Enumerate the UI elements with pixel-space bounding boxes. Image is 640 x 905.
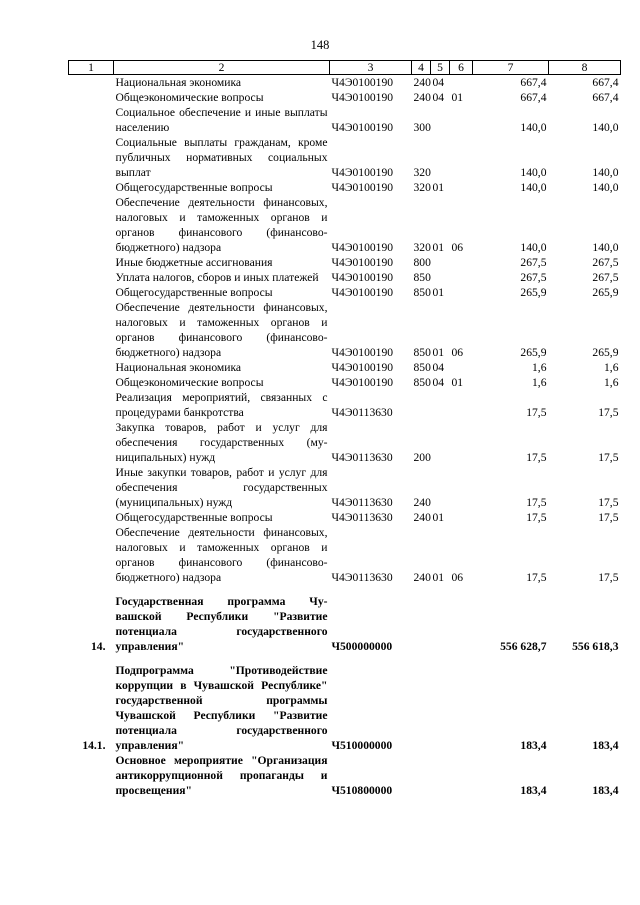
row-section	[431, 663, 450, 753]
table-row	[69, 465, 621, 510]
row-subsection	[450, 255, 473, 270]
row-section	[431, 255, 450, 270]
header-cell: 4	[412, 61, 431, 75]
table-row	[69, 195, 621, 255]
row-target-code: Ч510800000	[331, 784, 393, 797]
header-cell: 6	[450, 61, 473, 75]
row-expense-group: 850	[413, 346, 431, 359]
row-value-col7: 1,6	[532, 376, 547, 389]
row-value-col8: 265,9	[592, 346, 619, 359]
row-name: Социальное обеспечение и иные выплаты населению	[115, 106, 328, 134]
row-number	[69, 375, 114, 390]
row-subsection	[450, 753, 473, 798]
row-section	[431, 390, 450, 420]
row-target-code: Ч4Э0100190	[331, 76, 394, 89]
row-subsection	[450, 135, 473, 180]
row-number	[69, 75, 114, 91]
row-section: 01	[432, 571, 445, 584]
row-value-col8: 267,5	[592, 256, 619, 269]
row-number	[69, 525, 114, 585]
row-name: Закупка товаров, работ и услуг для обеспечения государственных (муниципальных) нужд	[115, 421, 328, 464]
row-subsection	[450, 420, 473, 465]
table-row	[69, 300, 621, 360]
row-expense-group: 850	[413, 271, 431, 284]
table-header-row	[69, 61, 621, 75]
row-number	[69, 255, 114, 270]
row-name: Государственная программа Чувашской Республики "Развитие потенциала государственного управления"	[115, 595, 328, 653]
row-name: Национальная экономика	[115, 361, 242, 374]
row-expense-group: 240	[413, 91, 431, 104]
row-section	[431, 753, 450, 798]
row-subsection	[450, 270, 473, 285]
row-target-code: Ч4Э0113630	[331, 511, 393, 524]
table-body	[69, 75, 621, 799]
table-row	[69, 270, 621, 285]
budget-table	[68, 60, 621, 798]
row-value-col7: 140,0	[520, 181, 547, 194]
row-number	[69, 390, 114, 420]
row-target-code: Ч4Э0100190	[331, 346, 394, 359]
row-value-col7: 17,5	[526, 496, 547, 509]
row-value-col7: 17,5	[526, 406, 547, 419]
row-target-code: Ч4Э0100190	[331, 91, 394, 104]
header-cell: 1	[69, 61, 114, 75]
row-number	[69, 753, 114, 798]
row-value-col8: 1,6	[604, 376, 619, 389]
row-subsection: 01	[451, 376, 464, 389]
row-value-col7: 140,0	[520, 241, 547, 254]
row-value-col8: 265,9	[592, 286, 619, 299]
table-row	[69, 255, 621, 270]
header-cell: 2	[114, 61, 330, 75]
row-name: Общеэкономические вопросы	[115, 91, 264, 104]
table-row	[69, 390, 621, 420]
header-cell: 7	[473, 61, 549, 75]
row-section: 04	[432, 376, 445, 389]
row-subsection	[450, 390, 473, 420]
row-value-col8: 17,5	[598, 406, 619, 419]
row-expense-group: 240	[413, 571, 431, 584]
table-row	[69, 525, 621, 585]
row-target-code: Ч4Э0100190	[331, 241, 394, 254]
row-number	[69, 285, 114, 300]
table-row	[69, 75, 621, 91]
row-name: Общегосударственные вопросы	[115, 181, 273, 194]
row-section	[431, 594, 450, 654]
row-subsection	[450, 510, 473, 525]
row-section	[431, 420, 450, 465]
page-number: 148	[310, 38, 330, 52]
row-expense-group: 320	[413, 166, 431, 179]
row-name: Уплата налогов, сборов и иных платежей	[115, 271, 319, 284]
row-name: Иные закупки товаров, работ и услуг для обеспечения государственных (муниципальных) нужд	[115, 466, 328, 509]
header-cell: 3	[330, 61, 412, 75]
row-target-code: Ч4Э0100190	[331, 376, 394, 389]
row-target-code: Ч4Э0100190	[331, 286, 394, 299]
table-row	[69, 135, 621, 180]
row-target-code: Ч4Э0113630	[331, 406, 393, 419]
row-value-col7: 1,6	[532, 361, 547, 374]
row-value-col7: 267,5	[520, 256, 547, 269]
row-subsection	[450, 180, 473, 195]
row-number	[69, 105, 114, 135]
row-value-col7: 17,5	[526, 451, 547, 464]
row-expense-group	[412, 753, 431, 798]
row-value-col7: 17,5	[526, 571, 547, 584]
row-expense-group: 240	[413, 496, 431, 509]
row-expense-group	[412, 390, 431, 420]
table-row	[69, 663, 621, 753]
row-expense-group: 320	[413, 241, 431, 254]
row-section	[431, 105, 450, 135]
table-row	[69, 375, 621, 390]
row-value-col7: 17,5	[526, 511, 547, 524]
row-number	[69, 420, 114, 465]
row-section: 01	[432, 286, 445, 299]
row-target-code: Ч500000000	[331, 640, 393, 653]
row-expense-group: 850	[413, 361, 431, 374]
row-target-code: Ч4Э0100190	[331, 121, 394, 134]
row-subsection: 06	[451, 571, 464, 584]
header-cell: 5	[431, 61, 450, 75]
row-value-col8: 17,5	[598, 451, 619, 464]
row-expense-group: 200	[413, 451, 431, 464]
row-section: 04	[432, 91, 445, 104]
row-section	[431, 465, 450, 510]
row-number	[69, 270, 114, 285]
row-value-col8: 140,0	[592, 181, 619, 194]
row-target-code: Ч4Э0100190	[331, 181, 394, 194]
row-subsection: 01	[451, 91, 464, 104]
row-section: 01	[432, 241, 445, 254]
row-expense-group: 320	[413, 181, 431, 194]
row-name: Реализация мероприятий, связанных с процедурами банкротства	[115, 391, 328, 419]
row-name: Общеэкономические вопросы	[115, 376, 264, 389]
row-expense-group	[412, 663, 431, 753]
row-section: 04	[432, 76, 445, 89]
row-section: 04	[432, 361, 445, 374]
row-subsection	[450, 105, 473, 135]
row-value-col8: 1,6	[604, 361, 619, 374]
row-value-col8: 667,4	[592, 76, 619, 89]
row-number	[69, 465, 114, 510]
row-target-code: Ч4Э0100190	[331, 361, 394, 374]
row-number	[69, 195, 114, 255]
table-row	[69, 285, 621, 300]
row-name: Иные бюджетные ассигнования	[115, 256, 273, 269]
row-section: 01	[432, 511, 445, 524]
row-number: 14.1.	[82, 739, 106, 752]
row-value-col8: 17,5	[598, 496, 619, 509]
table-row	[69, 105, 621, 135]
row-name: Основное мероприятие "Организация антикоррупционной пропаганды и просвещения"	[115, 754, 328, 797]
row-target-code: Ч4Э0100190	[331, 166, 394, 179]
spacer-row	[69, 654, 621, 663]
row-name: Обеспечение деятельности финансовых, налоговых и таможенных органов и органов финансового (финансово-бюджетного) надзора	[115, 526, 328, 584]
row-value-col7: 667,4	[520, 76, 547, 89]
table-row	[69, 360, 621, 375]
row-subsection: 06	[451, 346, 464, 359]
row-value-col8: 183,4	[592, 784, 619, 797]
row-value-col7: 667,4	[520, 91, 547, 104]
row-subsection: 06	[451, 241, 464, 254]
row-name: Социальные выплаты гражданам, кроме публичных нормативных социальных выплат	[115, 136, 328, 179]
row-value-col7: 267,5	[520, 271, 547, 284]
row-value-col7: 265,9	[520, 286, 547, 299]
row-number	[69, 135, 114, 180]
row-name: Подпрограмма "Противодействие коррупции в Чувашской Республике" государственной программы Чувашской Республики "Развитие потенциала государственного управления"	[115, 664, 328, 752]
row-value-col7: 556 628,7	[500, 640, 547, 653]
row-target-code: Ч4Э0113630	[331, 451, 393, 464]
table-row	[69, 180, 621, 195]
row-section	[431, 270, 450, 285]
row-target-code: Ч4Э0100190	[331, 271, 394, 284]
row-value-col8: 140,0	[592, 121, 619, 134]
row-value-col8: 140,0	[592, 166, 619, 179]
row-value-col8: 556 618,3	[572, 640, 619, 653]
row-subsection	[450, 285, 473, 300]
row-number	[69, 180, 114, 195]
row-value-col7: 183,4	[520, 784, 547, 797]
row-name: Общегосударственные вопросы	[115, 511, 273, 524]
row-section: 01	[432, 346, 445, 359]
row-target-code: Ч4Э0100190	[331, 256, 394, 269]
row-number	[69, 90, 114, 105]
row-value-col7: 140,0	[520, 121, 547, 134]
row-value-col8: 183,4	[592, 739, 619, 752]
row-value-col8: 17,5	[598, 571, 619, 584]
row-target-code: Ч510000000	[331, 739, 393, 752]
row-value-col8: 140,0	[592, 241, 619, 254]
row-target-code: Ч4Э0113630	[331, 496, 393, 509]
table-row	[69, 594, 621, 654]
row-expense-group: 300	[413, 121, 431, 134]
row-subsection	[450, 594, 473, 654]
row-subsection	[450, 663, 473, 753]
row-name: Общегосударственные вопросы	[115, 286, 273, 299]
row-expense-group	[412, 594, 431, 654]
row-value-col7: 183,4	[520, 739, 547, 752]
spacer-cell	[69, 654, 621, 663]
row-subsection	[450, 465, 473, 510]
row-expense-group: 850	[413, 286, 431, 299]
row-value-col8: 267,5	[592, 271, 619, 284]
row-subsection	[450, 360, 473, 375]
spacer-row	[69, 585, 621, 594]
row-number	[69, 300, 114, 360]
table-row	[69, 510, 621, 525]
table-row	[69, 420, 621, 465]
row-number	[69, 510, 114, 525]
row-name: Обеспечение деятельности финансовых, налоговых и таможенных органов и органов финансового (финансово-бюджетного) надзора	[115, 196, 328, 254]
row-expense-group: 240	[413, 76, 431, 89]
row-target-code: Ч4Э0113630	[331, 571, 393, 584]
row-expense-group: 800	[413, 256, 431, 269]
row-section	[431, 135, 450, 180]
row-expense-group: 850	[413, 376, 431, 389]
row-expense-group: 240	[413, 511, 431, 524]
row-section: 01	[432, 181, 445, 194]
row-name: Национальная экономика	[115, 76, 242, 89]
row-name: Обеспечение деятельности финансовых, налоговых и таможенных органов и органов финансового (финансово-бюджетного) надзора	[115, 301, 328, 359]
row-value-col8: 17,5	[598, 511, 619, 524]
header-cell: 8	[549, 61, 621, 75]
row-value-col7: 140,0	[520, 166, 547, 179]
row-number	[69, 360, 114, 375]
row-value-col8: 667,4	[592, 91, 619, 104]
spacer-cell	[69, 585, 621, 594]
table-row	[69, 90, 621, 105]
table-row	[69, 753, 621, 798]
row-subsection	[450, 75, 473, 91]
row-number: 14.	[91, 640, 106, 653]
row-value-col7: 265,9	[520, 346, 547, 359]
